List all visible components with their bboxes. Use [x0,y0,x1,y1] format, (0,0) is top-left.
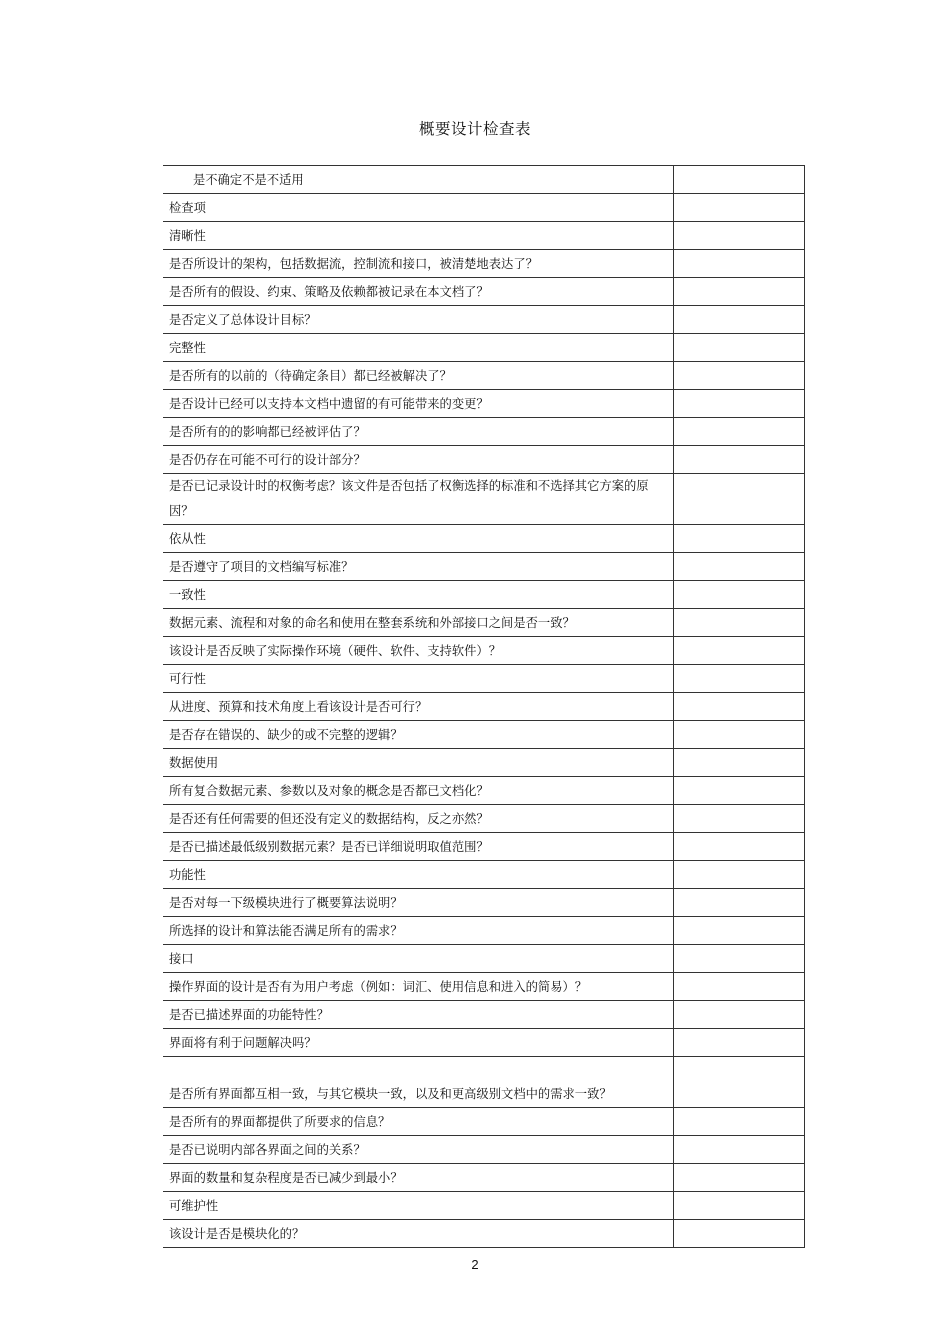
check-item: 是否所有的界面都提供了所要求的信息？ [163,1108,674,1136]
table-row [163,1001,805,1029]
check-item: 所选择的设计和算法能否满足所有的需求？ [163,917,674,945]
table-row [163,1136,805,1164]
check-item: 所有复合数据元素、参数以及对象的概念是否都已文档化？ [163,777,674,805]
check-item: 是否对每一下级模块进行了概要算法说明？ [163,889,674,917]
page-number: 2 [471,1257,479,1272]
check-item: 是否所有的假设、约束、策略及依赖都被记录在本文档了？ [163,278,674,306]
section-row [163,334,805,362]
check-cell[interactable] [674,1220,805,1248]
check-cell[interactable] [674,665,805,693]
section-row [163,1192,805,1220]
table-row [163,474,805,525]
check-item: 该设计是否反映了实际操作环境（硬件、软件、支持软件）？ [163,637,674,665]
check-item: 是否所有的以前的（待确定条目）都已经被解决了？ [163,362,674,390]
check-item: 是否所有界面都互相一致，与其它模块一致，以及和更高级别文档中的需求一致？ [163,1057,674,1108]
table-row [163,250,805,278]
section-label: 清晰性 [163,222,674,250]
check-cell[interactable] [674,581,805,609]
check-cell[interactable] [674,609,805,637]
check-item: 是否仍存在可能不可行的设计部分？ [163,446,674,474]
table-row [163,917,805,945]
table-row [163,693,805,721]
section-label: 数据使用 [163,749,674,777]
table-row [163,721,805,749]
check-item: 界面将有利于问题解决吗？ [163,1029,674,1057]
section-label: 一致性 [163,581,674,609]
section-label: 完整性 [163,334,674,362]
section-row [163,525,805,553]
check-cell[interactable] [674,805,805,833]
check-cell[interactable] [674,1057,805,1108]
table-row [163,362,805,390]
table-row [163,1057,805,1108]
check-item: 是否所设计的架构，包括数据流，控制流和接口，被清楚地表达了？ [163,250,674,278]
check-cell[interactable] [674,1029,805,1057]
check-cell[interactable] [674,166,805,194]
section-row [163,945,805,973]
table-row [163,446,805,474]
header-check-item: 检查项 [163,194,674,222]
section-label: 功能性 [163,861,674,889]
check-cell[interactable] [674,194,805,222]
check-cell[interactable] [674,553,805,581]
check-item: 是否还有任何需要的但还没有定义的数据结构，反之亦然？ [163,805,674,833]
check-cell[interactable] [674,693,805,721]
check-cell[interactable] [674,889,805,917]
section-row [163,749,805,777]
check-cell[interactable] [674,306,805,334]
check-cell[interactable] [674,525,805,553]
table-row [163,194,805,222]
section-row [163,665,805,693]
check-cell[interactable] [674,362,805,390]
check-cell[interactable] [674,917,805,945]
check-cell[interactable] [674,1164,805,1192]
checklist-table [163,165,805,1248]
check-item: 是否设计已经可以支持本文档中遗留的有可能带来的变更？ [163,390,674,418]
table-row [163,805,805,833]
header-options: 是不确定不是不适用 [163,166,674,194]
check-item: 是否已描述最低级别数据元素？是否已详细说明取值范围？ [163,833,674,861]
section-row [163,581,805,609]
section-label: 接口 [163,945,674,973]
section-label: 可行性 [163,665,674,693]
check-item: 是否所有的的影响都已经被评估了？ [163,418,674,446]
check-item: 数据元素、流程和对象的命名和使用在整套系统和外部接口之间是否一致？ [163,609,674,637]
check-cell[interactable] [674,278,805,306]
check-item: 是否存在错误的、缺少的或不完整的逻辑？ [163,721,674,749]
table-row [163,553,805,581]
table-row [163,889,805,917]
check-cell[interactable] [674,637,805,665]
check-cell[interactable] [674,1192,805,1220]
check-item: 界面的数量和复杂程度是否已减少到最小？ [163,1164,674,1192]
check-cell[interactable] [674,833,805,861]
check-cell[interactable] [674,973,805,1001]
table-row [163,390,805,418]
section-row [163,222,805,250]
check-cell[interactable] [674,418,805,446]
table-row [163,418,805,446]
check-cell[interactable] [674,945,805,973]
check-cell[interactable] [674,334,805,362]
table-row [163,1029,805,1057]
section-label: 依从性 [163,525,674,553]
check-cell[interactable] [674,749,805,777]
table-row [163,973,805,1001]
check-item: 该设计是否是模块化的？ [163,1220,674,1248]
page-title: 概要设计检查表 [418,120,531,138]
check-cell[interactable] [674,1001,805,1029]
check-item: 是否定义了总体设计目标？ [163,306,674,334]
check-cell[interactable] [674,474,805,525]
table-row [163,609,805,637]
check-cell[interactable] [674,777,805,805]
table-row [163,637,805,665]
table-row [163,306,805,334]
check-cell[interactable] [674,390,805,418]
check-cell[interactable] [674,222,805,250]
check-item: 是否已说明内部各界面之间的关系？ [163,1136,674,1164]
check-item: 是否已记录设计时的权衡考虑？该文件是否包括了权衡选择的标准和不选择其它方案的原因？ [163,474,674,525]
table-row [163,1220,805,1248]
check-cell[interactable] [674,861,805,889]
check-cell[interactable] [674,250,805,278]
check-item: 操作界面的设计是否有为用户考虑（例如：词汇、使用信息和进入的简易）？ [163,973,674,1001]
check-cell[interactable] [674,1136,805,1164]
check-cell[interactable] [674,721,805,749]
check-item: 是否已描述界面的功能特性？ [163,1001,674,1029]
table-row [163,777,805,805]
section-label: 可维护性 [163,1192,674,1220]
table-row [163,1108,805,1136]
section-row [163,861,805,889]
check-cell[interactable] [674,1108,805,1136]
check-item: 是否遵守了项目的文档编写标准？ [163,553,674,581]
table-header-row [163,166,805,194]
check-item: 从进度、预算和技术角度上看该设计是否可行？ [163,693,674,721]
table-row [163,278,805,306]
check-cell[interactable] [674,446,805,474]
table-row [163,833,805,861]
table-row [163,1164,805,1192]
